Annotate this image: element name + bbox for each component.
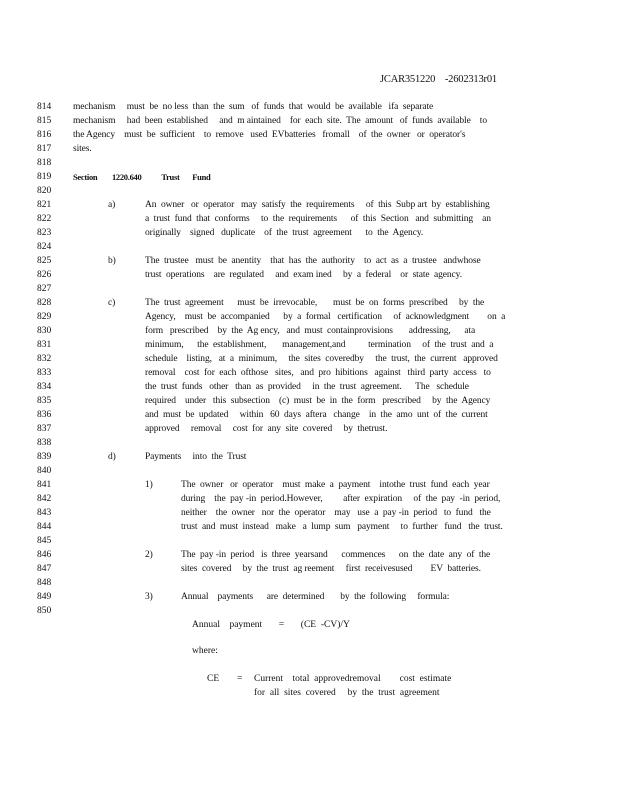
subparagraph-marker: 2) bbox=[145, 550, 153, 560]
text-line: The trust agreement must be irrevocable, must be on forms prescribed by the bbox=[145, 298, 485, 308]
variable-definition: for all sites covered by the trust agreement bbox=[254, 688, 440, 698]
text-line: form prescribed by the Ag ency, and must containprovisions addressing, ata bbox=[145, 326, 476, 336]
line-number: 832 bbox=[37, 354, 52, 364]
line-number: 837 bbox=[37, 424, 52, 434]
paragraph-marker: a) bbox=[108, 200, 116, 210]
text-line: the trust funds other than as provided in the trust agreement. The schedule bbox=[145, 382, 469, 392]
paragraph-marker: d) bbox=[108, 452, 116, 462]
line-number: 842 bbox=[37, 494, 52, 504]
text-line: originally signed duplicate of the trust agreement to the Agency. bbox=[145, 228, 424, 238]
line-number: 844 bbox=[37, 522, 52, 532]
line-number: 834 bbox=[37, 382, 52, 392]
variable-label: CE bbox=[207, 674, 220, 684]
subparagraph-marker: 3) bbox=[145, 592, 153, 602]
text-line: The owner or operator must make a payment intothe trust fund each year bbox=[181, 480, 490, 490]
line-number: 821 bbox=[37, 200, 52, 210]
line-number: 838 bbox=[37, 438, 52, 448]
line-number: 835 bbox=[37, 396, 52, 406]
paragraph-title: Payments into the Trust bbox=[145, 452, 247, 462]
text-line: minimum, the establishment, management,and termination of the trust and a bbox=[145, 340, 494, 350]
text-line: the Agency must be sufficient to remove used EVbatteries fromall of the owner or operator's bbox=[73, 130, 466, 140]
line-number: 826 bbox=[37, 270, 52, 280]
subparagraph-marker: 1) bbox=[145, 480, 153, 490]
text-line: sites. bbox=[73, 144, 92, 154]
text-line: An owner or operator may satisfy the requirements of this Subp art by establishing bbox=[145, 200, 490, 210]
line-number: 817 bbox=[37, 144, 52, 154]
line-number: 824 bbox=[37, 242, 52, 252]
line-number: 850 bbox=[37, 606, 52, 616]
formula-where: where: bbox=[192, 646, 218, 656]
text-line: and must be updated within 60 days aftera change in the amo unt of the current bbox=[145, 410, 488, 420]
text-line: The trustee must be anentity that has the authority to act as a trustee andwhose bbox=[145, 256, 481, 266]
line-number: 841 bbox=[37, 480, 52, 490]
text-line: mechanism must be no less than the sum of funds that would be available ifa separate bbox=[73, 102, 434, 112]
text-line: Agency, must be accompanied by a formal certification of acknowledgment on a bbox=[145, 312, 506, 322]
line-number: 820 bbox=[37, 186, 52, 196]
line-number: 823 bbox=[37, 228, 52, 238]
text-line: neither the owner nor the operator may use a pay -in period to fund the bbox=[181, 508, 491, 518]
text-line: sites covered by the trust ag reement first receivesused EV batteries. bbox=[181, 564, 481, 574]
line-number: 814 bbox=[37, 102, 52, 112]
text-line: Annual payments are determined by the following formula: bbox=[181, 592, 450, 602]
line-number: 831 bbox=[37, 340, 52, 350]
text-line: a trust fund that conforms to the requirements of this Section and submitting an bbox=[145, 214, 491, 224]
line-number: 829 bbox=[37, 312, 52, 322]
text-line: mechanism had been established and m aintained for each site. The amount of funds available to bbox=[73, 116, 487, 126]
text-line: trust and must instead make a lump sum payment to further fund the trust. bbox=[181, 522, 503, 532]
line-number: 847 bbox=[37, 564, 52, 574]
line-number: 830 bbox=[37, 326, 52, 336]
section-heading: Section 1220.640 Trust Fund bbox=[73, 172, 211, 182]
line-number: 822 bbox=[37, 214, 52, 224]
equals-sign: = bbox=[237, 674, 243, 684]
line-number: 840 bbox=[37, 466, 52, 476]
text-line: schedule listing, at a minimum, the sites coveredby the trust, the current approved bbox=[145, 354, 498, 364]
paragraph-marker: c) bbox=[108, 298, 116, 308]
line-number: 843 bbox=[37, 508, 52, 518]
line-number: 825 bbox=[37, 256, 52, 266]
text-line: trust operations are regulated and exam ined by a federal or state agency. bbox=[145, 270, 462, 280]
line-number: 849 bbox=[37, 592, 52, 602]
text-line: during the pay -in period.However, after expiration of the pay -in period, bbox=[181, 494, 501, 504]
document-id-header: JCAR351220 -2602313r01 bbox=[380, 74, 497, 85]
line-number: 819 bbox=[37, 172, 52, 182]
line-number: 816 bbox=[37, 130, 52, 140]
line-number: 845 bbox=[37, 536, 52, 546]
line-number: 818 bbox=[37, 158, 52, 168]
line-number: 827 bbox=[37, 284, 52, 294]
text-line: required under this subsection (c) must be in the form prescribed by the Agency bbox=[145, 396, 491, 406]
formula-equation: Annual payment = (CE -CV)/Y bbox=[192, 620, 350, 630]
line-number: 815 bbox=[37, 116, 52, 126]
line-number: 839 bbox=[37, 452, 52, 462]
paragraph-marker: b) bbox=[108, 256, 116, 266]
line-number: 828 bbox=[37, 298, 52, 308]
line-number: 833 bbox=[37, 368, 52, 378]
line-number: 846 bbox=[37, 550, 52, 560]
line-number: 836 bbox=[37, 410, 52, 420]
text-line: removal cost for each ofthose sites, and pro hibitions against third party access to bbox=[145, 368, 491, 378]
text-line: approved removal cost for any site covered by thetrust. bbox=[145, 424, 388, 434]
line-number: 848 bbox=[37, 578, 52, 588]
text-line: The pay -in period is three yearsand commences on the date any of the bbox=[181, 550, 491, 560]
variable-definition: Current total approvedremoval cost estimate bbox=[254, 674, 452, 684]
